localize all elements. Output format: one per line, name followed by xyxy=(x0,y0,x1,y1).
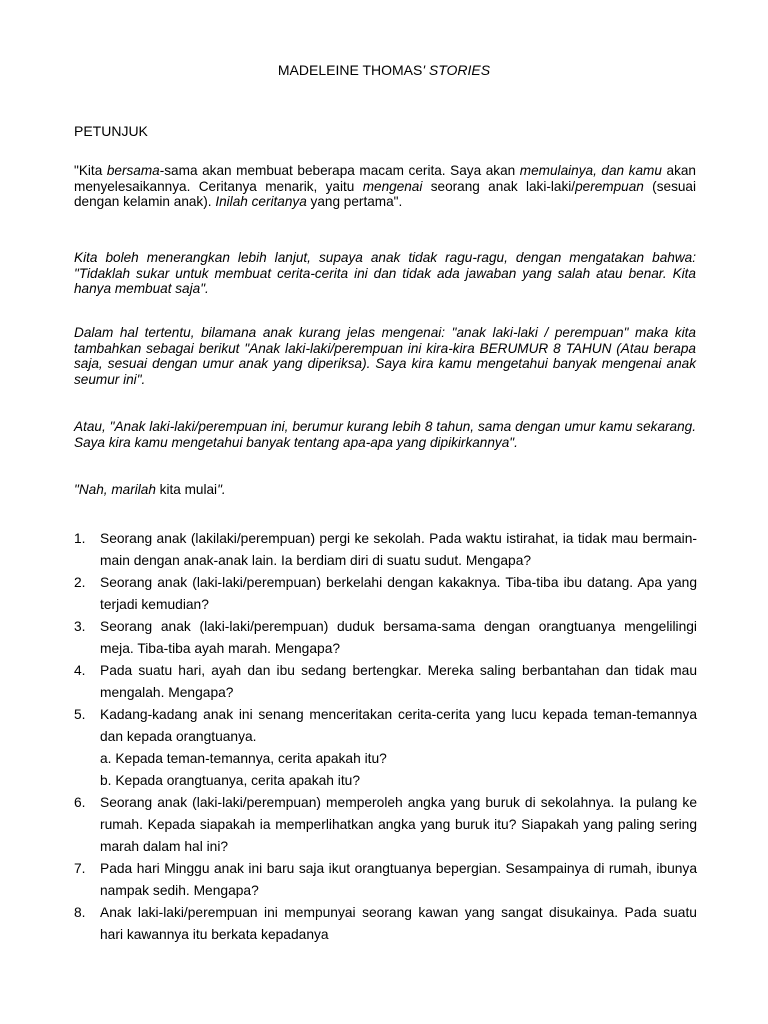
item-text: Anak laki-laki/perempuan ini mempunyai seorang kawan yang sangat disukainya. Pada suatu hari kawannya itu berkata kepadanya xyxy=(100,905,697,942)
italic-run: Inilah ceritanya xyxy=(215,194,307,209)
instruction-paragraph-3: Dalam hal tertentu, bilamana anak kurang jelas mengenai: "anak laki-laki / perempuan" maka kita tambahkan sebagai berikut "Anak laki-laki/perempuan ini kira-kira BERUMUR 8 TAHUN (Atau berapa saja, sesuai dengan umur anak yang diperiksa). Saya kira kamu mengetahui banyak mengenai anak seumur ini". xyxy=(74,325,696,387)
item-text: Seorang anak (laki-laki/perempuan) memperoleh angka yang buruk di sekolahnya. Ia pulang ke rumah. Kepada siapakah ia memperlihatkan angka yang buruk itu? Siapakah yang paling sering marah dalam hal ini? xyxy=(100,795,697,854)
italic-run: bersama xyxy=(106,163,160,178)
italic-run: "Nah, marilah xyxy=(74,482,156,497)
item-text: Pada hari Minggu anak ini baru saja ikut orangtuanya bepergian. Sesampainya di rumah, ibunya nampak sedih. Mengapa? xyxy=(100,861,697,898)
item-number: 1. xyxy=(74,531,86,546)
item-text: Seorang anak (laki-laki/perempuan) duduk bersama-sama dengan orangtuanya mengelilingi meja. Tiba-tiba ayah marah. Mengapa? xyxy=(100,619,697,656)
text-run: akan menyelesaikannya. Ceritanya menarik, yaitu xyxy=(74,163,696,194)
list-item xyxy=(74,858,697,902)
item-text: Seorang anak (laki-laki/perempuan) berkelahi dengan kakaknya. Tiba-tiba ibu datang. Apa yang terjadi kemudian? xyxy=(100,575,697,612)
title-main: MADELEINE THOMAS xyxy=(277,62,423,78)
italic-run: memulainya, dan kamu xyxy=(519,163,662,178)
list-item xyxy=(74,902,697,946)
list-item xyxy=(74,528,697,572)
item-number: 7. xyxy=(74,861,86,876)
text-run: yang pertama". xyxy=(306,194,403,209)
item-number: 3. xyxy=(74,619,86,634)
section-heading: PETUNJUK xyxy=(74,123,148,139)
italic-run: perempuan xyxy=(575,178,644,194)
text-run: (sesuai dengan kelamin anak). xyxy=(74,178,697,209)
item-number: 2. xyxy=(74,575,86,590)
item-text: Kadang-kadang anak ini senang menceritakan cerita-cerita yang lucu kepada teman-temannya dan kepada orangtuanya. xyxy=(100,707,697,744)
text-run: seorang anak laki-laki/ xyxy=(422,178,576,194)
item-text: Seorang anak (lakilaki/perempuan) pergi ke sekolah. Pada waktu istirahat, ia tidak mau bermain-main dengan anak-anak lain. Ia berdiam diri di suatu sudut. Mengapa? xyxy=(100,531,697,568)
item-number: 5. xyxy=(74,707,86,722)
item-text: Pada suatu hari, ayah dan ibu sedang bertengkar. Mereka saling berbantahan dan tidak mau mengalah. Mengapa? xyxy=(100,663,697,700)
story-list xyxy=(74,528,697,946)
text-run: kita mulai xyxy=(155,482,218,497)
italic-run: mengenai xyxy=(362,178,423,194)
item-number: 8. xyxy=(74,905,86,920)
list-item xyxy=(74,660,697,704)
list-item xyxy=(74,704,697,792)
list-item xyxy=(74,572,697,616)
list-item xyxy=(74,792,697,858)
item-number: 4. xyxy=(74,663,86,678)
sub-item-b: b. Kepada orangtuanya, cerita apakah itu? xyxy=(100,773,361,788)
sub-item-a: a. Kepada teman-temannya, cerita apakah itu? xyxy=(100,751,387,766)
instruction-paragraph-1 xyxy=(74,163,696,210)
document-title xyxy=(0,61,768,79)
text-run: -sama akan membuat beberapa macam cerita. Saya akan xyxy=(159,163,520,178)
list-item xyxy=(74,616,697,660)
title-italic: ' STORIES xyxy=(422,62,491,78)
instruction-paragraph-2: Kita boleh menerangkan lebih lanjut, supaya anak tidak ragu-ragu, dengan mengatakan bahwa: "Tidaklah sukar untuk membuat cerita-cerita ini dan tidak ada jawaban yang salah atau benar. Kita hanya membuat saja". xyxy=(74,250,696,296)
text-run: "Kita xyxy=(74,163,107,178)
instruction-paragraph-4: Atau, "Anak laki-laki/perempuan ini, berumur kurang lebih 8 tahun, sama dengan umur kamu sekarang. Saya kira kamu mengetahui banyak tentang apa-apa yang dipikirkannya". xyxy=(74,419,696,450)
instruction-paragraph-5 xyxy=(74,482,696,498)
item-number: 6. xyxy=(74,795,86,810)
italic-run: ". xyxy=(217,482,226,497)
